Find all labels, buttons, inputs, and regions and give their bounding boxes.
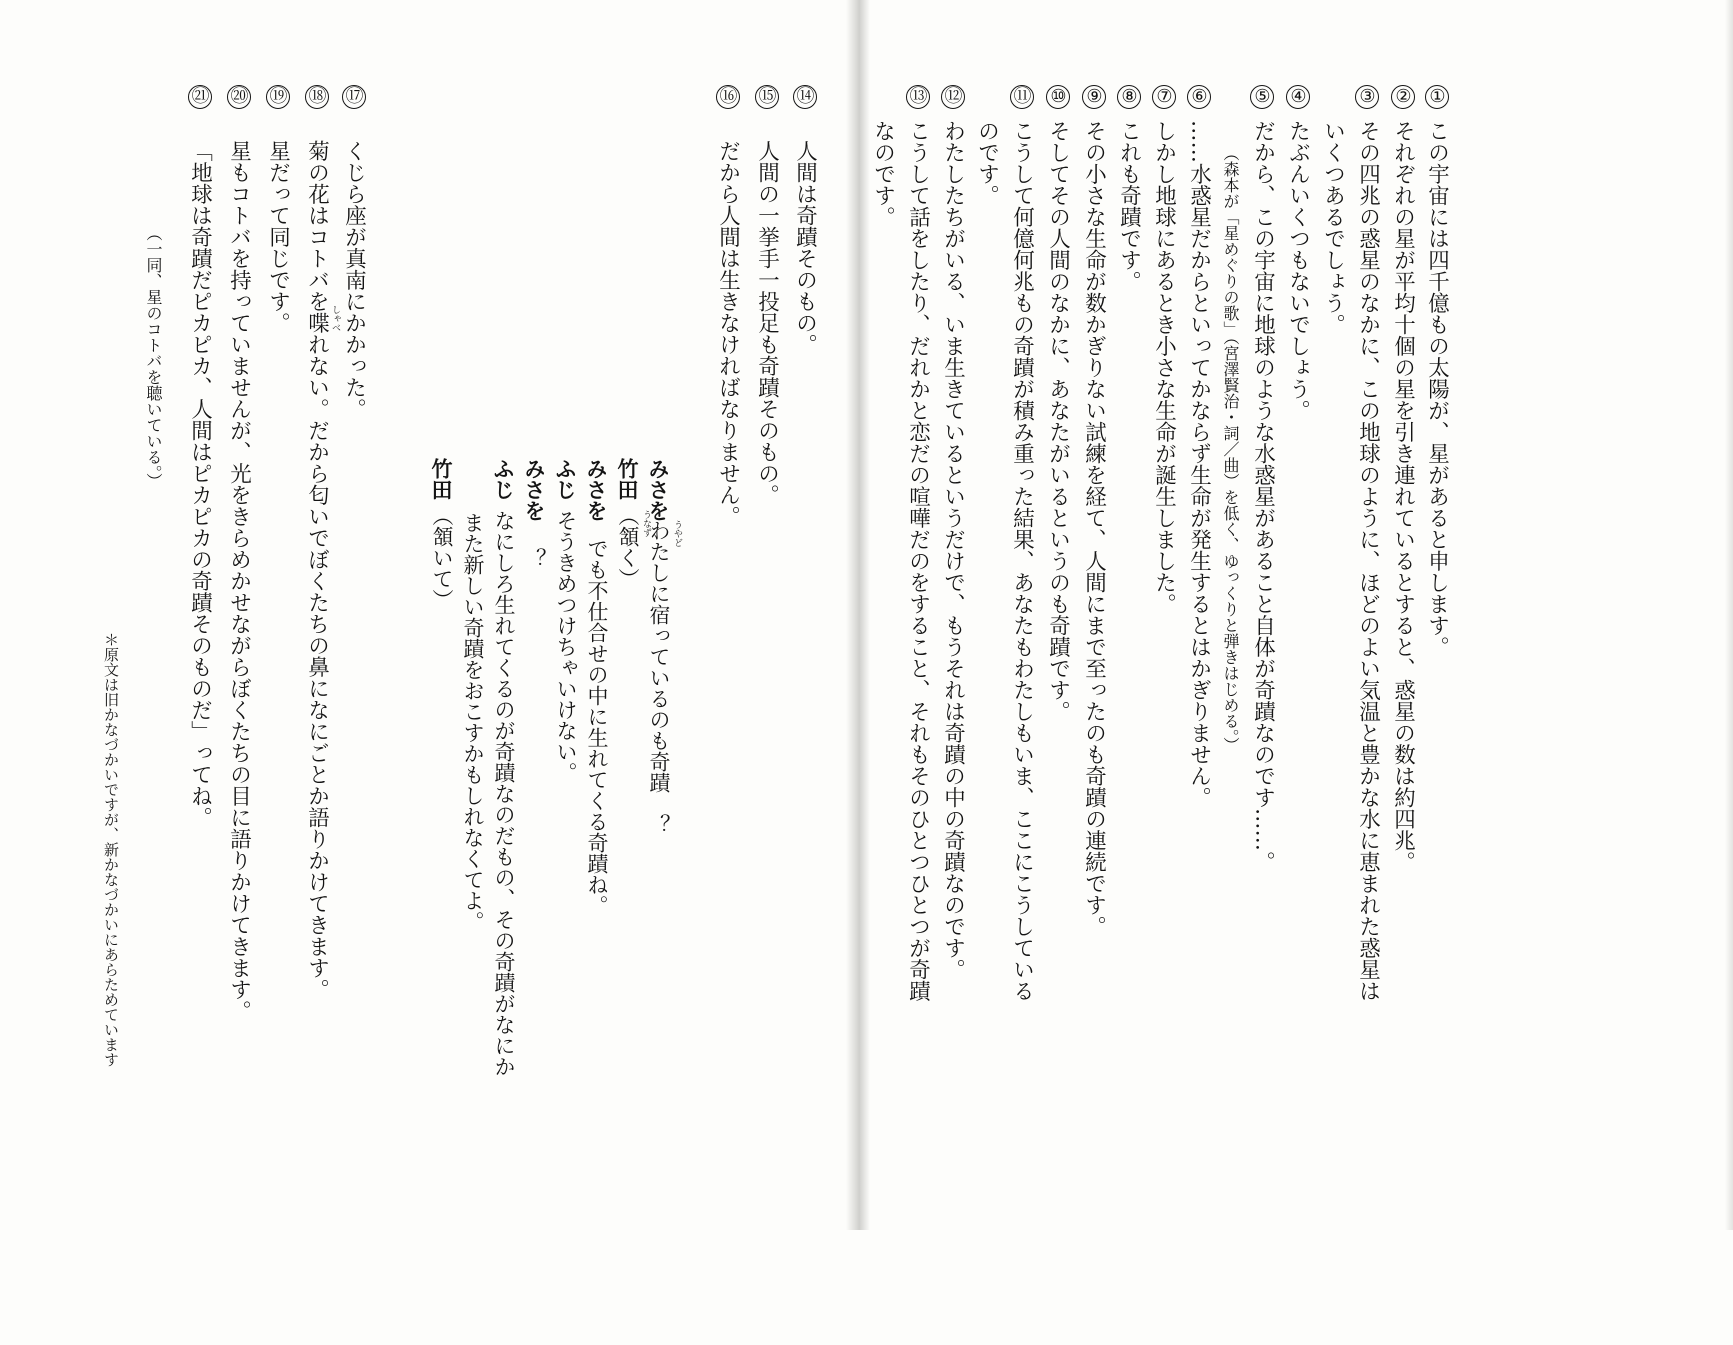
dialogue-line: わたしに宿っているのも奇蹟 ？ (647, 520, 671, 835)
text-line: くじら座が真南にかかった。 (341, 140, 367, 420)
line-number: ⑱ (305, 85, 329, 109)
text-line: いくつあるでしょう。 (1320, 120, 1346, 335)
dialogue-line: （頷く） (616, 505, 640, 589)
text-line: 人間の一挙手一投足も奇蹟そのもの。 (754, 140, 780, 506)
dialogue-line: そうきめつけちゃいけない。 (554, 510, 578, 783)
line-number: ⑳ (227, 85, 251, 109)
line-number: ⑥ (1187, 85, 1211, 109)
text-line: 菊の花はコトバを喋れない。だから匂いでぼくたちの鼻になにごとか語りかけてきます。 (304, 140, 330, 1000)
ruby-annotation: しゃべ (330, 305, 340, 332)
dialogue-line: なにしろ生れてくるのが奇蹟なのだもの、その奇蹟がなにか (492, 510, 516, 1077)
text-line: たぶんいくつもないでしょう。 (1285, 120, 1311, 421)
text-line: こうして話をしたり、だれかと恋だの喧嘩だのをすること、それもそのひとつひとつが奇蹟 (905, 120, 931, 1002)
line-number: ㉑ (188, 85, 212, 109)
ruby-annotation: うやど (672, 520, 682, 547)
text-line: 星もコトバを持っていませんが、光をきらめかせながらぼくたちの目に語りかけてきます。 (226, 140, 252, 1022)
dialogue-line: また新しい奇蹟をおこすかもしれなくてよ。 (461, 512, 485, 932)
stage-direction: （一同、星のコトバを聴いている。） (144, 225, 163, 489)
line-number: ① (1425, 85, 1449, 109)
line-number: ⑩ (1046, 85, 1070, 109)
text-line: 「地球は奇蹟だピカピカ、人間はピカピカの奇蹟そのものだ」ってね。 (187, 140, 213, 828)
line-number: ⑬ (906, 85, 930, 109)
text-line: なのです。 (870, 120, 896, 228)
right-page (870, 0, 1733, 1230)
text-line: この宇宙には四千億もの太陽が、星があると申します。 (1424, 120, 1450, 658)
text-line: のです。 (974, 120, 1000, 206)
ruby-annotation: うなず (641, 510, 651, 537)
stage-direction: （森本が「星めぐりの歌」（宮澤賢治・詞／曲）を低く、ゆっくりと弾きはじめる。） (1221, 145, 1240, 753)
line-number: ⑯ (716, 85, 740, 109)
text-line: しかし地球にあるとき小さな生命が誕生しました。 (1151, 120, 1177, 615)
text-line: その四兆の惑星のなかに、この地球のように、ほどのよい気温と豊かな水に恵まれた惑星は (1355, 120, 1381, 1002)
text-line: それぞれの星が平均十個の星を引き連れているとすると、惑星の数は約四兆。 (1390, 120, 1416, 873)
speaker-name: みさを (584, 458, 609, 521)
line-number: ⑦ (1152, 85, 1176, 109)
speaker-name: ふじ (491, 458, 516, 500)
line-number: ④ (1286, 85, 1310, 109)
dialogue-line: でも不仕合せの中に生れてくる奇蹟ね。 (585, 538, 609, 916)
line-number: ⑪ (1010, 85, 1034, 109)
speaker-name: みさを (646, 458, 671, 521)
text-line: そしてその人間のなかに、あなたがいるというのも奇蹟です。 (1045, 120, 1071, 722)
text-line: ……水惑星だからといってかならず生命が発生するとはかぎりません。 (1186, 120, 1212, 808)
line-number: ⑮ (755, 85, 779, 109)
line-number: ⑭ (793, 85, 817, 109)
line-number: ③ (1355, 85, 1379, 109)
line-number: ⑫ (941, 85, 965, 109)
speaker-name: 竹田 (429, 458, 454, 500)
left-page (0, 0, 846, 1230)
line-number: ⑤ (1250, 85, 1274, 109)
line-number: ② (1391, 85, 1415, 109)
speaker-name: 竹田 (615, 458, 640, 500)
text-line: 星だって同じです。 (265, 140, 291, 334)
line-number: ⑧ (1117, 85, 1141, 109)
text-line: こうして何億何兆もの奇蹟が積み重った結果、あなたもわたしもいま、ここにこうしている (1009, 120, 1035, 1002)
line-number: ⑰ (342, 85, 366, 109)
book-gutter (846, 0, 870, 1230)
speaker-name: みさを (522, 458, 547, 521)
text-line: わたしたちがいる、いま生きているというだけで、もうそれは奇蹟の中の奇蹟なのです。 (940, 120, 966, 980)
line-number: ⑨ (1082, 85, 1106, 109)
text-line: その小さな生命が数かぎりない試練を経て、人間にまで至ったのも奇蹟の連続です。 (1081, 120, 1107, 937)
line-number: ⑲ (266, 85, 290, 109)
text-line: これも奇蹟です。 (1116, 120, 1142, 292)
footnote: ＊原文は旧かなづかいですが、新かなづかいにあらためています (102, 632, 120, 1067)
text-line: だから、この宇宙に地球のような水惑星があること自体が奇蹟なのです……。 (1250, 120, 1276, 873)
dialogue-line: ？ (523, 548, 547, 569)
speaker-name: ふじ (553, 458, 578, 500)
text-line: だから人間は生きなければなりません。 (715, 140, 741, 527)
dialogue-line: （頷いて） (430, 505, 454, 610)
text-line: 人間は奇蹟そのもの。 (792, 140, 818, 355)
